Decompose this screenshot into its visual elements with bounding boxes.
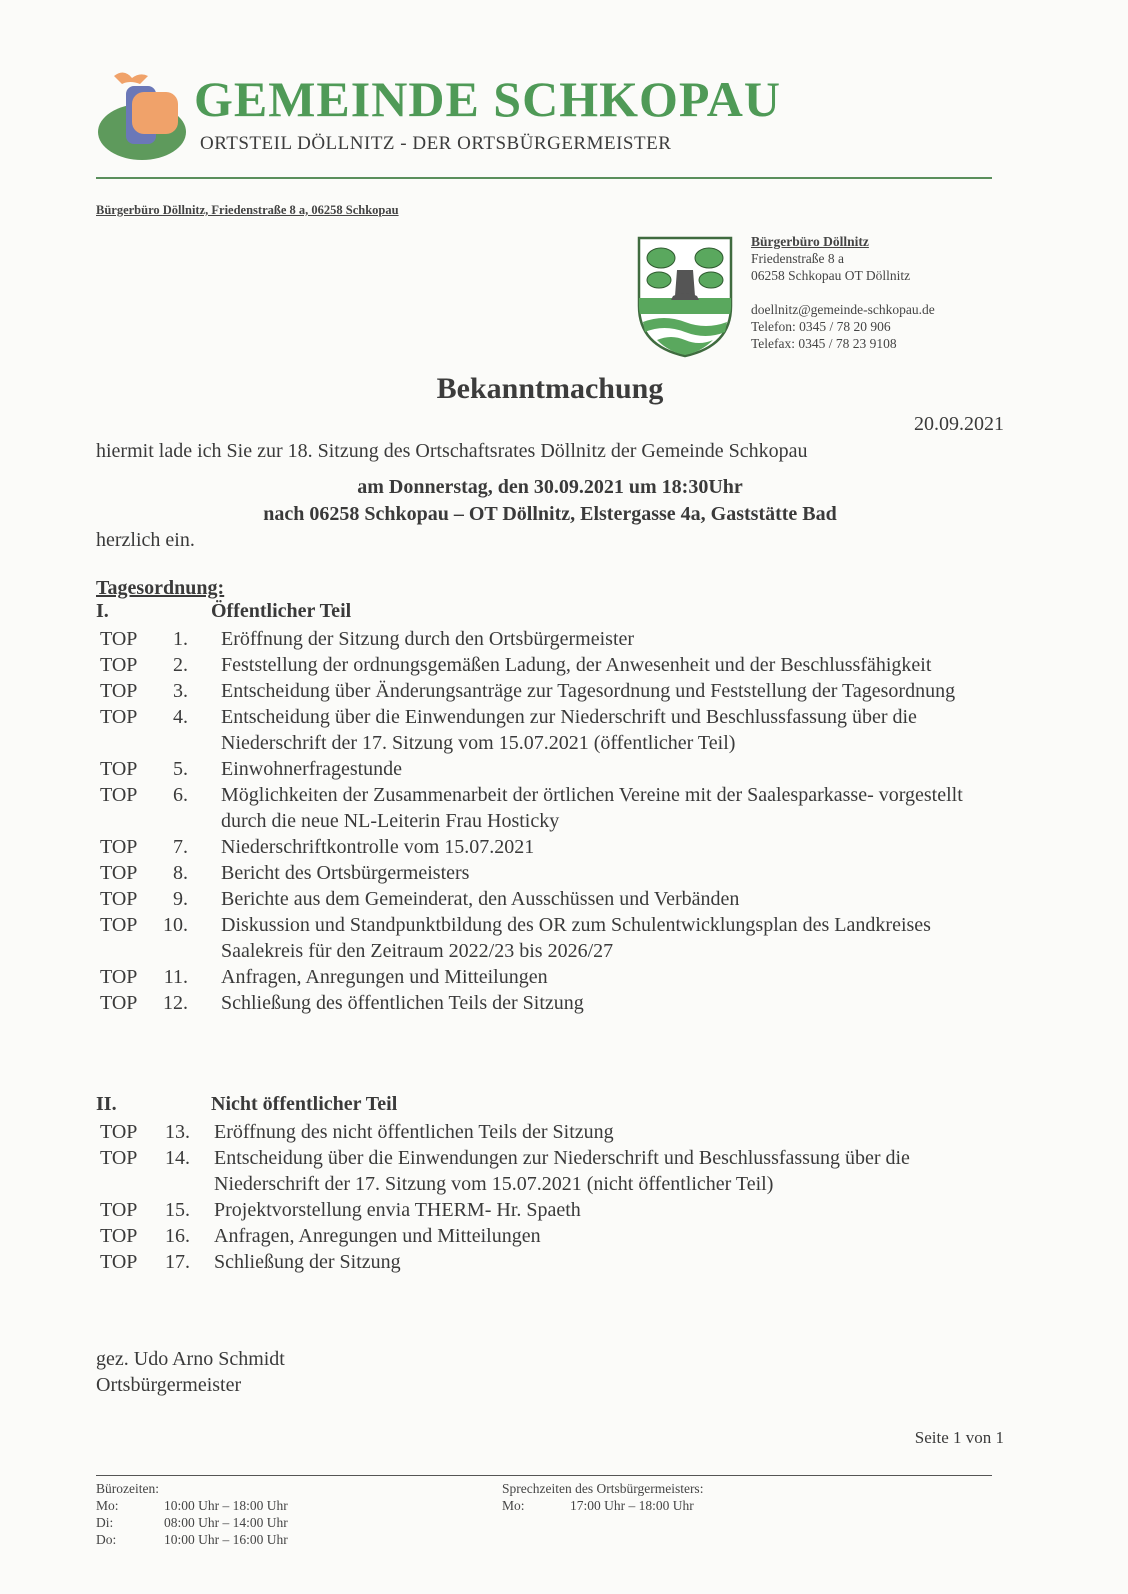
agenda-item — [100, 964, 981, 990]
agenda-item-top-label: TOP — [100, 680, 138, 702]
section-1-header — [0, 600, 1128, 626]
section-1-label: Öffentlicher Teil — [211, 600, 352, 622]
org-subtitle: ORTSTEIL DÖLLNITZ - DER ORTSBÜRGERMEISTER — [200, 133, 672, 154]
agenda-item-text: Schließung des öffentlichen Teils der Sitzung — [221, 992, 584, 1014]
hours-day: Di: — [96, 1515, 114, 1530]
closing-text: herzlich ein. — [96, 529, 195, 551]
document-heading: Bekanntmachung — [436, 372, 664, 405]
agenda-item-top-label: TOP — [100, 628, 138, 650]
contact-city: 06258 Schkopau OT Döllnitz — [751, 268, 911, 283]
hours-time: 17:00 Uhr – 18:00 Uhr — [570, 1498, 694, 1513]
contact-fax: Telefax: 0345 / 78 23 9108 — [751, 336, 897, 351]
municipality-logo — [96, 70, 188, 162]
hours-row — [96, 1514, 288, 1531]
agenda-item — [100, 626, 981, 652]
agenda-item-top-label: TOP — [100, 1199, 138, 1221]
agenda-item — [100, 704, 981, 756]
agenda-title: Tagesordnung: — [96, 577, 225, 599]
agenda-item — [100, 886, 981, 912]
hours-day: Do: — [96, 1532, 117, 1547]
agenda-item-number: 10. — [163, 914, 188, 936]
agenda-item-number: 5. — [173, 758, 188, 780]
section-2-number: II. — [96, 1093, 117, 1115]
agenda-item-number: 16. — [165, 1225, 190, 1247]
agenda-item — [100, 860, 981, 886]
agenda-item-top-label: TOP — [100, 784, 138, 806]
signature-block — [96, 1346, 285, 1398]
agenda-item-top-label: TOP — [100, 1225, 138, 1247]
agenda-item — [100, 678, 981, 704]
agenda-item — [100, 834, 981, 860]
agenda-item-text: Feststellung der ordnungsgemäßen Ladung, der Anwesenheit und der Beschlussfähigkeit — [221, 654, 932, 676]
contact-street: Friedenstraße 8 a — [751, 251, 844, 266]
meeting-location: nach 06258 Schkopau – OT Döllnitz, Elstergasse 4a, Gaststätte Bad — [263, 503, 837, 525]
agenda-item — [100, 756, 981, 782]
agenda-item-top-label: TOP — [100, 654, 138, 676]
agenda-item-text: Entscheidung über die Einwendungen zur Niederschrift und Beschlussfassung über die Niederschrift der 17. Sitzung vom 15.07.2021 (nicht öffentlicher Teil) — [214, 1147, 910, 1195]
agenda-item-text: Eröffnung des nicht öffentlichen Teils der Sitzung — [214, 1121, 614, 1143]
agenda-item-text: Eröffnung der Sitzung durch den Ortsbürgermeister — [221, 628, 635, 650]
agenda-item-number: 7. — [173, 836, 188, 858]
agenda-item — [100, 990, 981, 1016]
agenda-list-nonpublic — [100, 1119, 984, 1275]
agenda-item-number: 9. — [173, 888, 188, 910]
agenda-item — [100, 782, 981, 834]
contact-phone: Telefon: 0345 / 78 20 906 — [751, 319, 891, 334]
signature-role: Ortsbürgermeister — [96, 1374, 242, 1396]
agenda-item-text: Anfragen, Anregungen und Mitteilungen — [214, 1225, 541, 1247]
page-number: Seite 1 von 1 — [914, 1428, 1004, 1447]
agenda-item-text: Schließung der Sitzung — [214, 1251, 401, 1273]
agenda-item-number: 6. — [173, 784, 188, 806]
agenda-item-text: Anfragen, Anregungen und Mitteilungen — [221, 966, 548, 988]
footer-divider — [96, 1475, 992, 1476]
agenda-item-top-label: TOP — [100, 862, 138, 884]
hours-row — [96, 1531, 288, 1548]
agenda-item — [100, 1145, 984, 1197]
agenda-item-text: Diskussion und Standpunktbildung des OR zum Schulentwicklungsplan des Landkreises Saalekreis für den Zeitraum 2022/23 bis 2026/27 — [221, 914, 931, 962]
hours-time: 10:00 Uhr – 18:00 Uhr — [164, 1498, 288, 1513]
agenda-item-number: 1. — [173, 628, 188, 650]
agenda-item-text: Niederschriftkontrolle vom 15.07.2021 — [221, 836, 535, 858]
agenda-item-top-label: TOP — [100, 1147, 138, 1169]
agenda-item-text: Einwohnerfragestunde — [221, 758, 403, 780]
agenda-item — [100, 912, 981, 964]
contact-email: doellnitz@gemeinde-schkopau.de — [751, 302, 935, 317]
section-2-label: Nicht öffentlicher Teil — [211, 1093, 398, 1115]
agenda-item-number: 11. — [163, 966, 188, 988]
org-title: GEMEINDE SCHKOPAU — [194, 71, 781, 127]
agenda-item-top-label: TOP — [100, 914, 138, 936]
agenda-item-text: Berichte aus dem Gemeinderat, den Ausschüssen und Verbänden — [221, 888, 740, 910]
agenda-item-text: Möglichkeiten der Zusammenarbeit der örtlichen Vereine mit der Saalesparkasse- vorgestellt durch die neue NL-Leiterin Frau Hosticky — [221, 784, 963, 832]
coat-of-arms-icon — [637, 236, 733, 358]
mayor-hours — [502, 1480, 703, 1514]
intro-text: hiermit lade ich Sie zur 18. Sitzung des Ortschaftsrates Döllnitz der Gemeinde Schkopau — [96, 440, 808, 462]
agenda-item-top-label: TOP — [100, 966, 138, 988]
mayor-hours-title: Sprechzeiten des Ortsbürgermeisters: — [502, 1481, 704, 1496]
agenda-item-number: 13. — [165, 1121, 190, 1143]
agenda-item-number: 2. — [173, 654, 188, 676]
agenda-item-text: Entscheidung über Änderungsanträge zur Tagesordnung und Feststellung der Tagesordnung — [221, 680, 956, 702]
office-hours-title: Bürozeiten: — [96, 1481, 159, 1496]
meeting-date-time: am Donnerstag, den 30.09.2021 um 18:30Uhr — [357, 476, 743, 498]
agenda-item-top-label: TOP — [100, 888, 138, 910]
agenda-item-number: 4. — [173, 706, 188, 728]
section-2-header — [0, 1093, 1128, 1119]
contact-block — [751, 233, 935, 352]
agenda-item — [100, 1197, 984, 1223]
contact-title: Bürgerbüro Döllnitz — [751, 234, 869, 249]
agenda-item-top-label: TOP — [100, 706, 138, 728]
agenda-item — [100, 1249, 984, 1275]
agenda-item-number: 3. — [173, 680, 188, 702]
agenda-item — [100, 1223, 984, 1249]
hours-day: Mo: — [96, 1498, 119, 1513]
section-1-number: I. — [96, 600, 109, 622]
agenda-item-number: 8. — [173, 862, 188, 884]
sender-address-line: Bürgerbüro Döllnitz, Friedenstraße 8 a, 06258 Schkopau — [96, 203, 399, 217]
hours-row — [502, 1497, 703, 1514]
agenda-item-text: Bericht des Ortsbürgermeisters — [221, 862, 470, 884]
hours-time: 10:00 Uhr – 16:00 Uhr — [164, 1532, 288, 1547]
document-date: 20.09.2021 — [914, 413, 1004, 435]
header-divider — [96, 177, 992, 179]
agenda-item-text: Entscheidung über die Einwendungen zur Niederschrift und Beschlussfassung über die Niederschrift der 17. Sitzung vom 15.07.2021 (öffentlicher Teil) — [221, 706, 917, 754]
hours-row — [96, 1497, 288, 1514]
agenda-item-top-label: TOP — [100, 1251, 138, 1273]
office-hours — [96, 1480, 288, 1548]
agenda-item-top-label: TOP — [100, 836, 138, 858]
agenda-item-top-label: TOP — [100, 758, 138, 780]
agenda-item-number: 17. — [165, 1251, 190, 1273]
hours-time: 08:00 Uhr – 14:00 Uhr — [164, 1515, 288, 1530]
agenda-item — [100, 1119, 984, 1145]
agenda-item-top-label: TOP — [100, 992, 138, 1014]
agenda-list-public — [100, 626, 981, 1016]
hours-day: Mo: — [502, 1498, 525, 1513]
agenda-item-top-label: TOP — [100, 1121, 138, 1143]
agenda-item — [100, 652, 981, 678]
agenda-item-number: 15. — [165, 1199, 190, 1221]
signature-name: gez. Udo Arno Schmidt — [96, 1348, 285, 1370]
agenda-item-number: 14. — [165, 1147, 190, 1169]
agenda-item-text: Projektvorstellung envia THERM- Hr. Spaeth — [214, 1199, 581, 1221]
agenda-item-number: 12. — [163, 992, 188, 1014]
